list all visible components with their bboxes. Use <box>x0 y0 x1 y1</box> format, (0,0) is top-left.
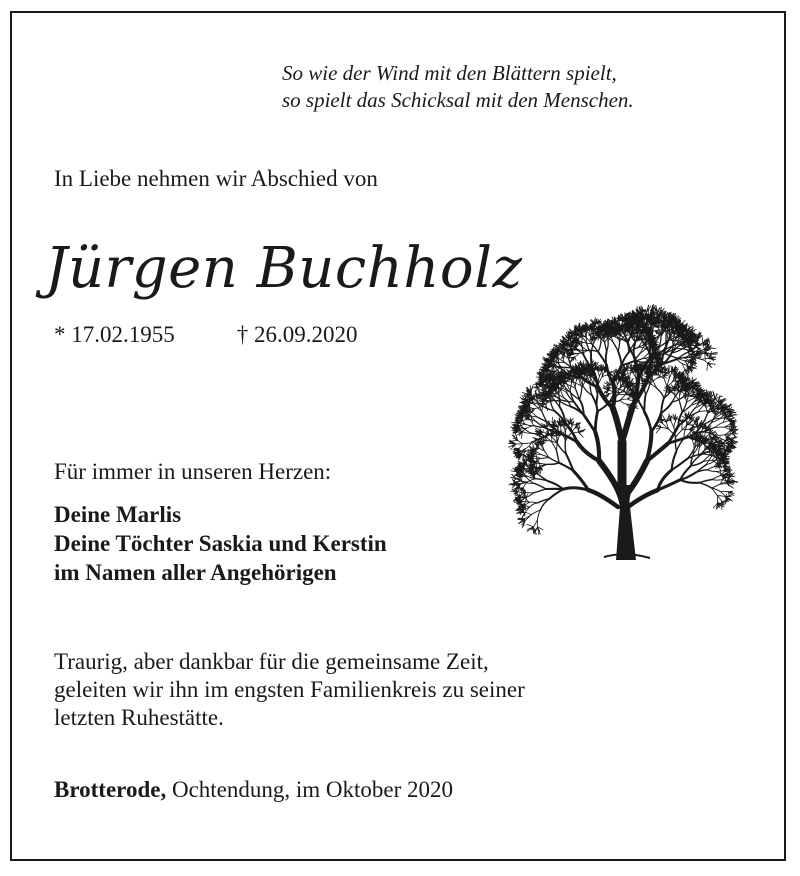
mourner-line: Deine Marlis <box>54 502 182 527</box>
closing-line: geleiten wir ihn im engsten Familienkreis zu seiner <box>54 677 525 702</box>
closing-line: letzten Ruhestätte. <box>54 705 224 730</box>
death-date: † 26.09.2020 <box>236 322 358 347</box>
life-dates <box>54 322 358 348</box>
hearts-line: Für immer in unseren Herzen: <box>54 459 332 484</box>
place-and-date <box>54 777 453 803</box>
intro-text: In Liebe nehmen wir Abschied von <box>54 166 378 191</box>
motto-quote <box>282 60 634 114</box>
birth-date: * 17.02.1955 <box>54 322 175 347</box>
mourners-list <box>54 500 387 587</box>
motto-line-1: So wie der Wind mit den Blättern spielt, <box>282 61 617 85</box>
place-rest: Ochtendung, im Oktober 2020 <box>166 777 454 802</box>
mourner-line: Deine Töchter Saskia und Kerstin <box>54 531 387 556</box>
closing-line: Traurig, aber dankbar für die gemeinsame Zeit, <box>54 649 489 674</box>
mourner-line: im Namen aller Angehörigen <box>54 560 337 585</box>
closing-text <box>54 648 525 732</box>
motto-line-2: so spielt das Schicksal mit den Menschen. <box>282 88 634 112</box>
deceased-name: Jürgen Buchholz <box>45 236 523 301</box>
place-bold: Brotterode, <box>54 777 167 802</box>
bare-tree-icon <box>500 245 745 560</box>
